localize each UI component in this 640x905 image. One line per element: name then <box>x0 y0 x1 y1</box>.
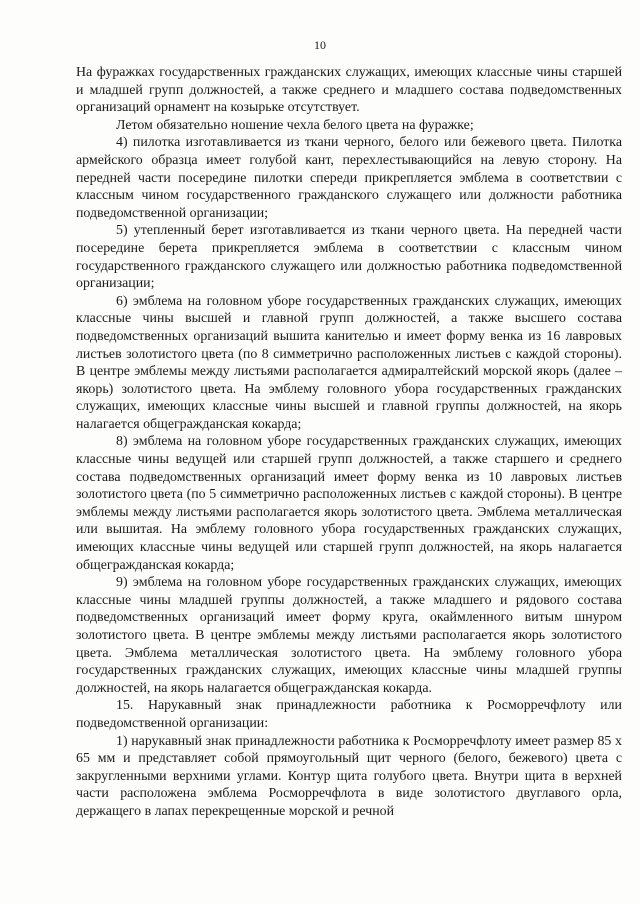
paragraph-sleeve-badge-1: 1) нарукавный знак принадлежности работника к Росморречфлоту имеет размер 85 х 65 мм и представляет собой прямоугольный щит черного (белого, бежевого) цвета с закругленными верхними углами. Контур щита голубого цвета. Внутри щита в верхней части расположена эмблема Росморречфлота в виде золотистого двуглавого орла, держащего в лапах перекрещенные морской и речной <box>76 733 622 819</box>
paragraph-item-5-beret: 5) утепленный берет изготавливается из ткани черного цвета. На передней части посередине берета прикрепляется эмблема в соответствии с классным чином государственного гражданского служащего или должностью работника подведомственной организации; <box>76 223 622 292</box>
paragraph-item-6-emblem: 6) эмблема на головном уборе государственных гражданских служащих, имеющих классные чины высшей и главной групп должностей, а также высшего состава подведомственных организаций вышита канителью и имеет форму венка из 16 лавровых листьев золотистого цвета (по 8 симметрично расположенных листьев с каждой стороны). В центре эмблемы между листьями располагается адмиралтейский морской якорь (далее – якорь) золотистого цвета. На эмблему головного убора государственных гражданских служащих, имеющих классные чины высшей и главной группы должностей, на якорь налагается общегражданская кокарда; <box>76 293 622 432</box>
paragraph-item-4-pilotka: 4) пилотка изготавливается из ткани черного, белого или бежевого цвета. Пилотка армейского образца имеет голубой кант, перехлестывающийся на левую сторону. На передней части посередине пилотки спереди прикрепляется эмблема в соответствии с классным чином государственного гражданского служащего или должности работника подведомственной организации; <box>76 135 622 221</box>
paragraph-item-9-emblem: 9) эмблема на головном уборе государственных гражданских служащих, имеющих классные чины младшей группы должностей, а также младшего и рядового состава подведомственных организаций имеет форму круга, окаймленного витым шнуром золотистого цвета. В центре эмблемы между листьями располагается якорь золотистого цвета. Эмблема металлическая золотистого цвета. На эмблему головного убора государственных гражданских служащих, имеющих классные чины младшей группы должностей, на якорь налагается общегражданская кокарда. <box>76 575 622 696</box>
paragraph-summer-cover: Летом обязательно ношение чехла белого цвета на фуражке; <box>116 117 474 133</box>
paragraph-cap-ornament: На фуражках государственных гражданских служащих, имеющих классные чины старшей и младшей групп должностей, а также среднего и младшего состава подведомственных организаций орнамент на козырьке отсутствует. <box>76 65 622 116</box>
paragraph-item-8-emblem: 8) эмблема на головном уборе государственных гражданских служащих, имеющих классные чины ведущей или старшей групп должностей, а также старшего и среднего состава подведомственных организаций имеет форму венка из 10 лавровых листьев золотистого цвета (по 5 симметрично расположенных листьев с каждой стороны). В центре эмблемы между листьями располагается якорь золотистого цвета. Эмблема металлическая или вышитая. На эмблему головного убора государственных гражданских служащих, имеющих классные чины ведущей или старшей групп должностей, на якорь налагается общегражданская кокарда; <box>76 434 622 573</box>
page-number: 10 <box>314 38 326 52</box>
document-body <box>76 64 622 821</box>
paragraph-section-15: 15. Нарукавный знак принадлежности работника к Росморречфлоту или подведомственной организации: <box>76 698 622 731</box>
